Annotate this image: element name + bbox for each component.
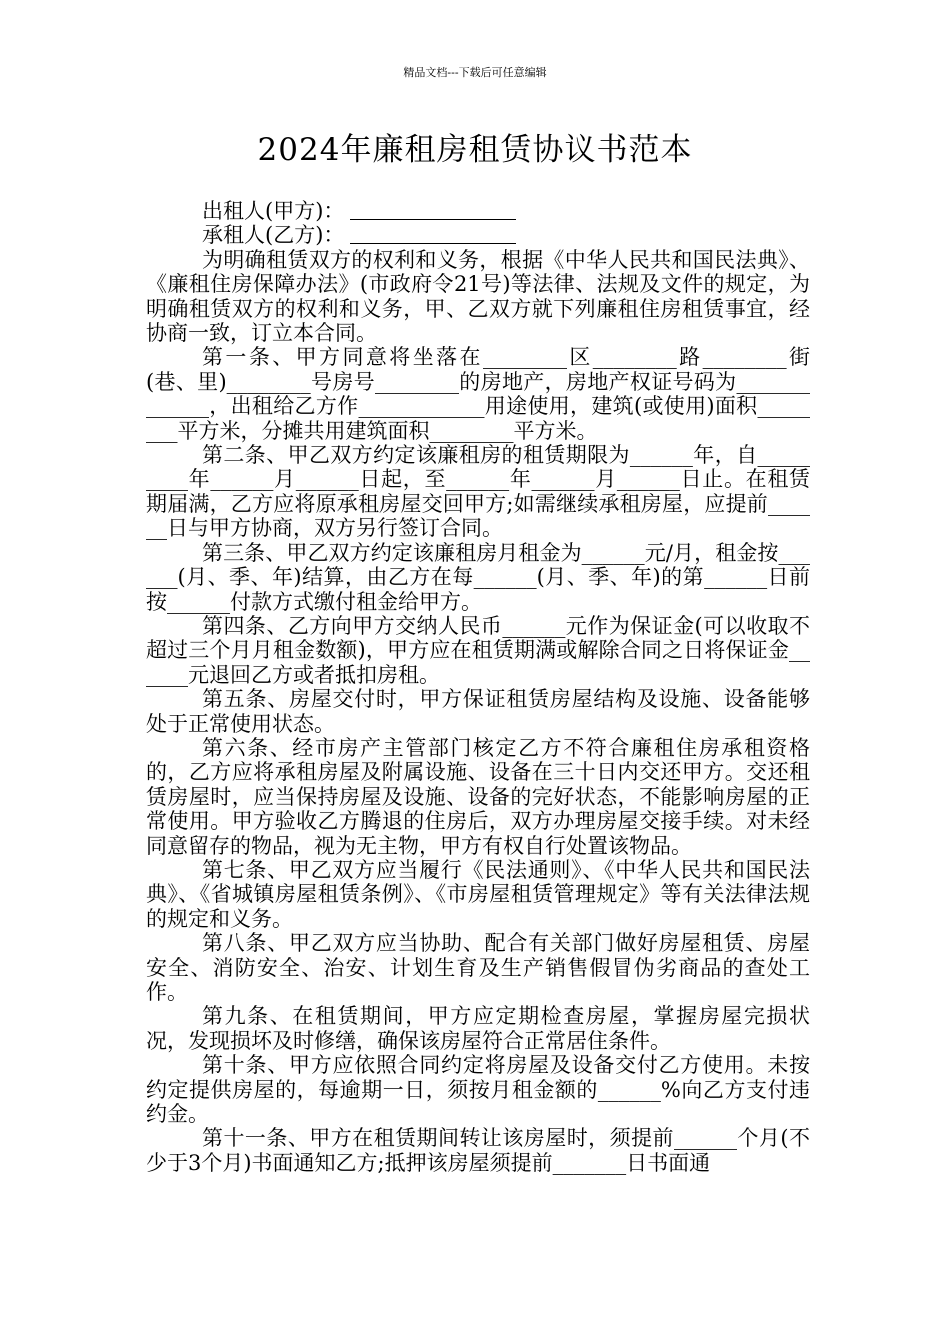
party-a-label: 出租人(甲方)： bbox=[202, 199, 345, 223]
clause-10-paragraph: 第十条、甲方应依照合同约定将房屋及设备交付乙方使用。未按约定提供房屋的，每逾期一日，须按月租金额的______%向乙方支付违约金。 bbox=[146, 1053, 810, 1127]
clause-2-paragraph: 第二条、甲乙双方约定该廉租房的租赁期限为______年，自_________年______月______日起，至______年______月______日止。在租赁期届满，乙方应将原承租房屋交回甲方;如需继续承租房屋，应提前______日与甲方协商，双方另行签订合同。 bbox=[146, 443, 810, 541]
header-note: 精品文档---下载后可任意编辑 bbox=[403, 66, 547, 79]
party-a-line bbox=[146, 199, 810, 223]
preamble-paragraph: 为明确租赁双方的权利和义务，根据《中华人民共和国民法典》、《廉租住房保障办法》(市政府令21号)等法律、法规及文件的规定，为明确租赁双方的权利和义务，甲、乙双方就下列廉租住房租赁事宜，经协商一致，订立本合同。 bbox=[146, 247, 810, 346]
clause-5-paragraph: 第五条、房屋交付时，甲方保证租赁房屋结构及设施、设备能够处于正常使用状态。 bbox=[146, 687, 810, 736]
clause-9-paragraph: 第九条、在租赁期间，甲方应定期检查房屋，掌握房屋完损状况，发现损坏及时修缮，确保该房屋符合正常居住条件。 bbox=[146, 1004, 810, 1053]
clause-7-paragraph: 第七条、甲乙双方应当履行《民法通则》、《中华人民共和国民法典》、《省城镇房屋租赁条例》、《市房屋租赁管理规定》等有关法律法规的规定和义务。 bbox=[146, 857, 810, 931]
party-b-line bbox=[146, 223, 810, 247]
party-b-label: 承租人(乙方)： bbox=[202, 223, 345, 248]
party-a-blank bbox=[350, 199, 516, 220]
clause-11-paragraph: 第十一条、甲方在租赁期间转让该房屋时，须提前______个月(不少于3个月)书面通知乙方;抵押该房屋须提前_______日书面通 bbox=[146, 1126, 810, 1175]
clause-6-paragraph: 第六条、经市房产主管部门核定乙方不符合廉租住房承租资格的，乙方应将承租房屋及附属设施、设备在三十日内交还甲方。交还租赁房屋时，应当保持房屋及设施、设备的完好状态，不能影响房屋的正常使用。甲方验收乙方腾退的住房后，双方办理房屋交接手续。对未经同意留存的物品，视为无主物，甲方有权自行处置该物品。 bbox=[146, 735, 810, 858]
document-title: 2024年廉租房租赁协议书范本 bbox=[257, 132, 693, 168]
clause-4-paragraph: 第四条、乙方向甲方交纳人民币______元作为保证金(可以收取不超过三个月月租金数额)，甲方应在租赁期满或解除合同之日将保证金______元退回乙方或者抵扣房租。 bbox=[146, 613, 810, 687]
clause-8-paragraph: 第八条、甲乙双方应当协助、配合有关部门做好房屋租赁、房屋安全、消防安全、治安、计划生育及生产销售假冒伪劣商品的查处工作。 bbox=[146, 931, 810, 1004]
document-body bbox=[146, 199, 810, 1175]
party-b-blank bbox=[350, 223, 516, 244]
clause-1-paragraph: 第一条、甲方同意将坐落在________区________路________街(巷、里)________号房号________的房地产，房地产权证号码为_____________，出租给乙方作____________用途使用，建筑(或使用)面积________平方米，分摊共用建筑面积________平方米。 bbox=[146, 345, 810, 443]
clause-3-paragraph: 第三条、甲乙双方约定该廉租房月租金为______元/月，租金按______(月、季、年)结算，由乙方在每______(月、季、年)的第______日前按______付款方式缴付租金给甲方。 bbox=[146, 540, 810, 614]
